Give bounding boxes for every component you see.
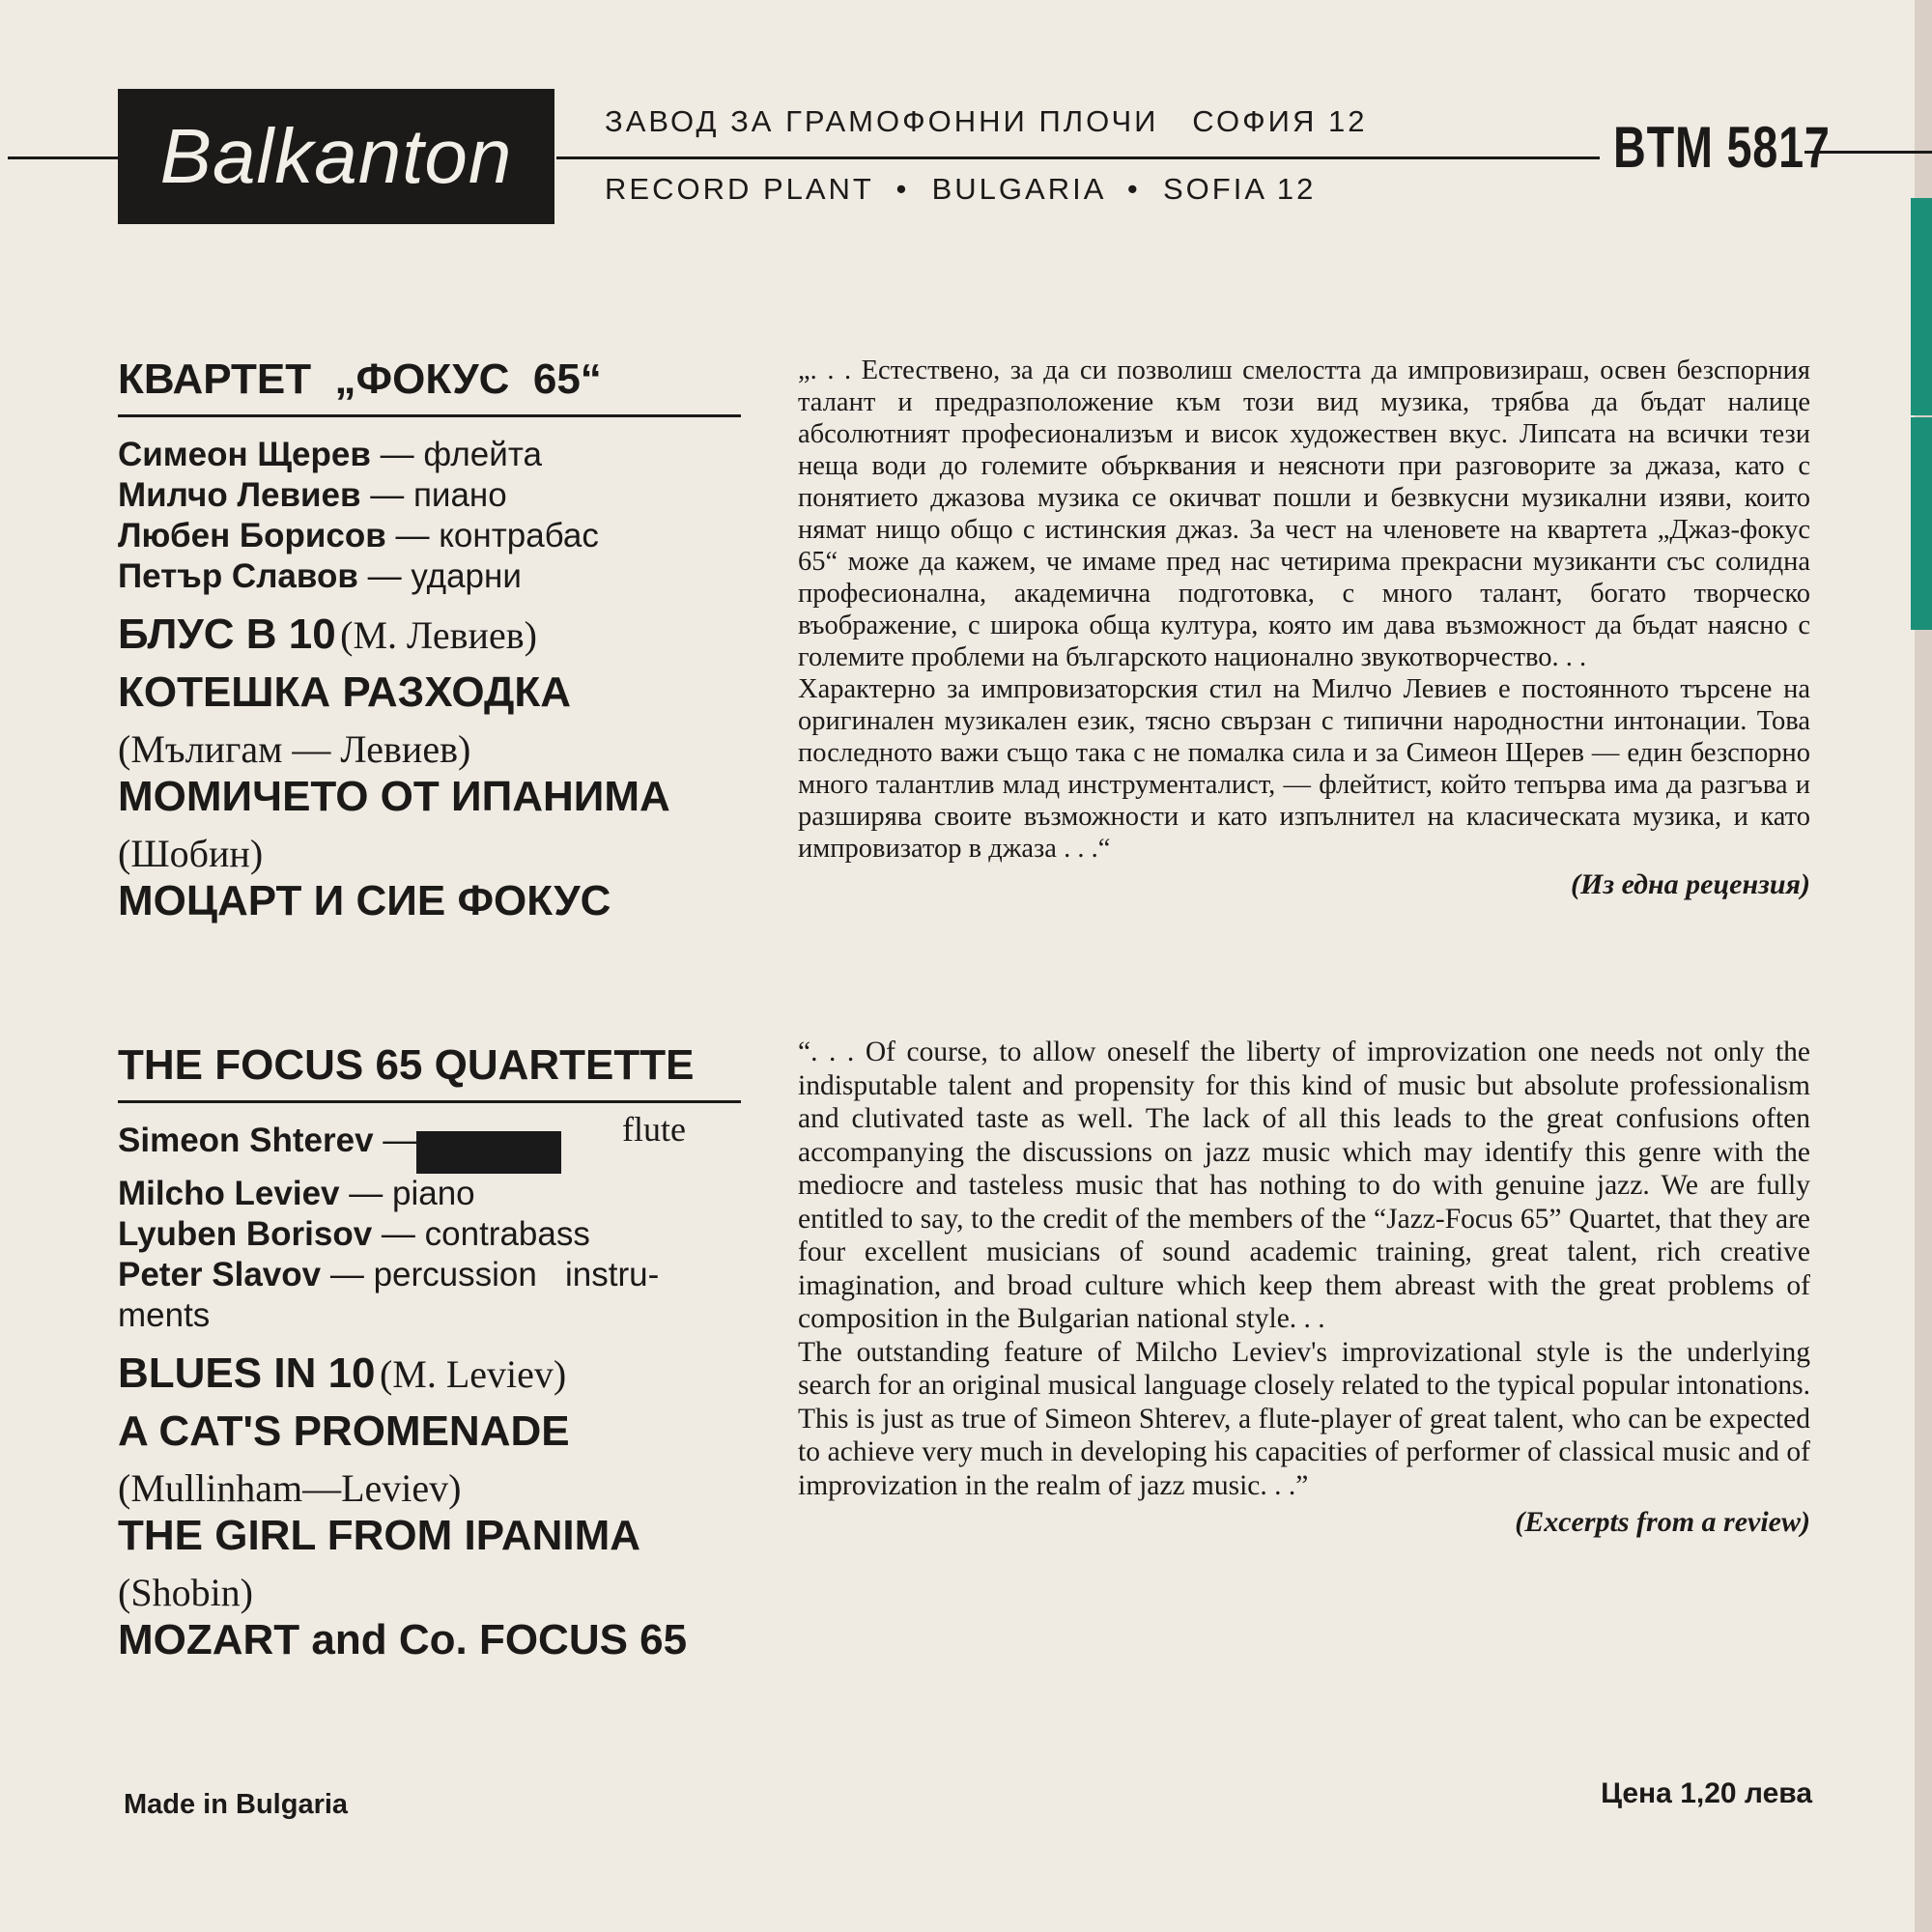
member-item [118, 1255, 746, 1295]
record-plant-bulgarian: ЗАВОД ЗА ГРАМОФОННИ ПЛОЧИ СОФИЯ 12 [605, 104, 1368, 138]
track-item [118, 1512, 746, 1616]
review-paragraph: The outstanding feature of Milcho Leviev's improvizational style is the underlying search for an original musical language closely related to the typical popular intonations. This is just as true of Simeon Shterev, a flute-player of great talent, who can be expected to achieve very much in developing his capacities of performer of classical music and of improvization in the realm of jazz music. . .” [798, 1336, 1810, 1501]
member-role: — контрабас [395, 517, 599, 554]
member-wrap-line: ments [118, 1296, 211, 1334]
title-underline [118, 1100, 741, 1103]
track-composer: (Мълигам — Левиев) [118, 727, 471, 771]
review-paragraph: Характерно за импровизаторския стил на Милчо Левиев е постоянното търсене на оригинален музикален език, тясно свързан с типични народностни интонации. Това последното важи също така с не помалка сила и за Симеон Щерев — един безспорно много талантлив млад инструменталист, — флейтист, който тепърва има да разгъва и разширява своите възможности и като изпълнител на класическата музика, и като импровизатор в джаза . . .“ [798, 674, 1810, 864]
track-item [118, 1407, 746, 1512]
green-tab-top [1911, 198, 1932, 415]
crossed-out-word: violin [416, 1131, 561, 1174]
member-name: Peter Slavov [118, 1256, 322, 1293]
price-label: Цена 1,20 лева [1601, 1777, 1812, 1809]
catalog-number: BTM 5817 [1613, 115, 1831, 180]
member-name: Simeon Shterev [118, 1122, 374, 1159]
green-tab-bottom [1911, 417, 1932, 630]
member-role: — piano [349, 1175, 475, 1212]
track-item [118, 773, 746, 877]
track-item [118, 877, 746, 935]
bulgarian-section-title: КВАРТЕТ „ФОКУС 65“ [118, 355, 602, 403]
track-title: КОТЕШКА РАЗХОДКА [118, 668, 572, 716]
track-title: БЛУС В 10 [118, 611, 336, 658]
track-list [118, 1350, 746, 1674]
english-section-title: THE FOCUS 65 QUARTETTE [118, 1041, 695, 1089]
track-item [118, 1616, 746, 1674]
title-underline [118, 414, 741, 417]
review-paragraph: „. . . Естествено, за да си позволиш смелостта да импровизираш, освен безспорния талант и предразположение към този вид музика, трябва да бъдат налице абсолютният професионализъм и висок художествен вкус. Липсата на всички тези неща води до големите обърквания и неясноти при разговорите за джаза, като с понятието джазова музика се окичват пошли и безвкусни музикални изяви, които нямат нищо общо с истинския джаз. За чест на членовете на квартета „Джаз-фокус 65“ може да кажем, че имаме пред нас четирима прекрасни музиканти със солидна професионална, академична подготовка, с много талант, богато творческо въображение, с широка обща култура, която им дава възможност да бъдат наясно с големите проблеми на българското национално звукотворчество. . . [798, 355, 1810, 672]
english-review [798, 1036, 1810, 1539]
track-composer: (M. Leviev) [379, 1352, 567, 1396]
bulgarian-lineup [118, 353, 746, 935]
track-title: A CAT'S PROMENADE [118, 1407, 570, 1455]
review-paragraph: “. . . Of course, to allow oneself the liberty of improvization one needs not only the indisputable talent and propensity for this kind of music but absolute professionalism and clutivated taste as well. The lack of all this leads to the great confusions often accompanying the discussions on jazz music which may identify this genre with the mediocre and tasteless music that has nothing to do with genuine jazz. We are fully entitled to say, to the credit of the members of the “Jazz-Focus 65” Quartet, that they are four excellent musicians of sound academic training, great talent, rich creative imagination, and broad culture which keep them abreast with the great problems of composition in the Bulgarian national style. . . [798, 1037, 1810, 1334]
review-source: (Excerpts from a review) [1515, 1506, 1810, 1538]
record-plant-english: RECORD PLANT • BULGARIA • SOFIA 12 [605, 172, 1317, 206]
member-role: — percussion instru- [329, 1256, 660, 1293]
member-list [118, 1121, 746, 1336]
track-item [118, 668, 746, 773]
member-item [118, 556, 746, 597]
track-composer: (Shobin) [118, 1571, 253, 1614]
track-composer: (М. Левиев) [340, 613, 537, 657]
member-item [118, 1214, 746, 1255]
track-title: THE GIRL FROM IPANIMA [118, 1512, 641, 1559]
member-list [118, 435, 746, 597]
member-name: Lyuben Borisov [118, 1215, 373, 1253]
handwritten-correction: flute [622, 1110, 686, 1149]
member-role: — ударни [367, 557, 522, 595]
member-role: — [383, 1122, 417, 1159]
member-role: — флейта [380, 436, 542, 473]
member-role: — contrabass [381, 1215, 590, 1253]
member-item [118, 435, 746, 475]
track-title: МОЦАРТ И СИЕ ФОКУС [118, 877, 611, 924]
member-name: Любен Борисов [118, 517, 386, 554]
member-name: Петър Славов [118, 557, 358, 595]
track-composer: (Mullinham—Leviev) [118, 1466, 462, 1510]
track-item [118, 1350, 746, 1407]
track-title: BLUES IN 10 [118, 1350, 376, 1397]
track-composer: (Шобин) [118, 832, 264, 875]
header-rule-middle [556, 156, 1600, 159]
header-rule-left [8, 156, 118, 159]
bulgarian-review [798, 355, 1810, 901]
member-item [118, 516, 746, 556]
member-role: — пиано [370, 476, 507, 514]
track-list [118, 611, 746, 935]
balkanton-logo: Balkanton [118, 89, 554, 224]
member-item [118, 475, 746, 516]
track-title: МОМИЧЕТО ОТ ИПАНИМА [118, 773, 670, 820]
made-in-label: Made in Bulgaria [124, 1789, 349, 1820]
track-item [118, 611, 746, 668]
review-source: (Из една рецензия) [1571, 868, 1810, 900]
member-item [118, 1174, 746, 1214]
track-title: MOZART and Co. FOCUS 65 [118, 1616, 688, 1663]
member-name: Симеон Щерев [118, 436, 371, 473]
member-name: Milcho Leviev [118, 1175, 340, 1212]
member-name: Милчо Левиев [118, 476, 361, 514]
